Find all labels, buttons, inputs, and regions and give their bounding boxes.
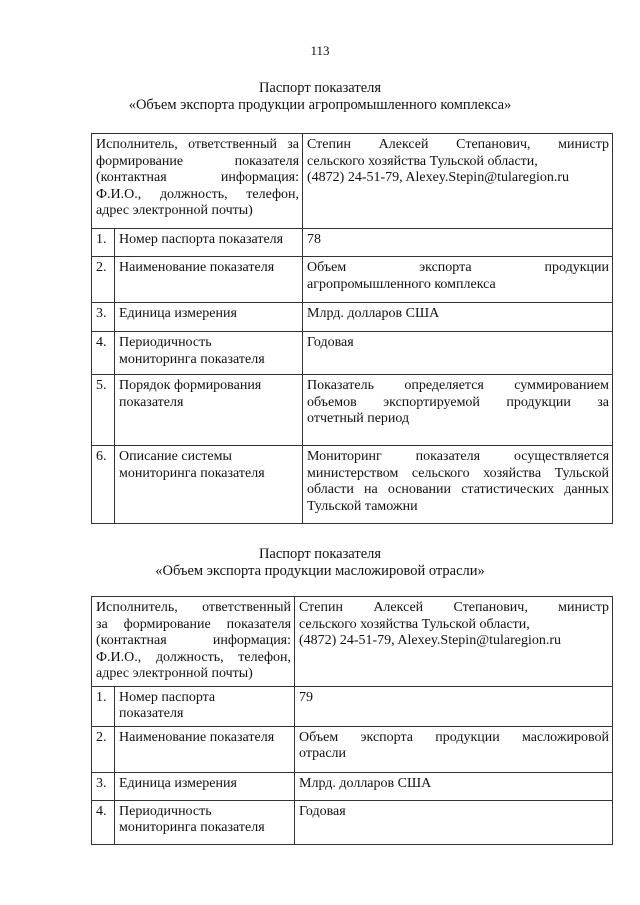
row-value-line: 78 [307, 232, 322, 247]
row-value-line: Годовая [307, 335, 354, 350]
executor-label-line: формирование показателя [96, 153, 300, 169]
row-value-cell [303, 332, 613, 375]
row-label-line: показателя [119, 706, 184, 721]
row-value-line: Млрд. долларов США [299, 775, 432, 791]
row-value-line: Млрд. долларов США [307, 306, 440, 321]
table-row [92, 303, 613, 332]
executor-value-line: Степин Алексей Степанович, министр [299, 600, 610, 615]
row-number: 3. [92, 772, 115, 800]
row-label-line: Периодичность [119, 335, 212, 350]
row-value-cell [303, 375, 613, 446]
executor-label-line: (контактная информация: [96, 633, 292, 648]
row-label-line: Наименование показателя [119, 260, 275, 275]
row-number: 4. [92, 800, 115, 844]
row-label-cell [115, 303, 303, 332]
row-value-line: Мониторинг показателя осуществляется [307, 449, 610, 464]
row-label-line: мониторинга показателя [119, 820, 265, 835]
executor-value-line: Степин Алексей Степанович, министр [307, 137, 610, 152]
row-label-line: показателя [119, 394, 184, 410]
passport-subtitle: «Объем экспорта продукции агропромышленного комплекса» [128, 97, 512, 113]
row-label-cell [115, 229, 303, 257]
row-number: 1. [92, 686, 115, 726]
row-label-cell [115, 375, 303, 446]
row-label-line: Номер паспорта [119, 689, 216, 705]
executor-label-line: Исполнитель, ответственный [96, 600, 292, 615]
executor-value-line: (4872) 24-51-79, Alexey.Stepin@tularegion.ru [299, 633, 562, 648]
table-row [92, 726, 613, 772]
row-label-line: мониторинга показателя [119, 465, 265, 481]
row-label-line: Периодичность [119, 803, 212, 819]
row-value-line: 79 [299, 689, 314, 705]
table-row [92, 800, 613, 844]
executor-label-line: адрес электронной почты) [96, 666, 253, 681]
row-label-line: мониторинга показателя [119, 351, 265, 367]
row-label-line: Описание системы [119, 449, 232, 464]
row-number: 6. [92, 446, 115, 524]
table-row [92, 257, 613, 303]
executor-value-line: сельского хозяйства Тульской области, [299, 616, 530, 632]
row-value-line: отчетный период [307, 411, 410, 426]
passport-subtitle: «Объем экспорта продукции масложировой отрасли» [155, 563, 485, 579]
row-label-line: Наименование показателя [119, 729, 275, 745]
table-row [92, 446, 613, 524]
row-value-line: Годовая [299, 803, 346, 819]
executor-label-line: адрес электронной почты) [96, 203, 253, 218]
row-value-line: Показатель определяется суммированием [307, 378, 610, 393]
passport-title: Паспорт показателя [258, 80, 382, 96]
row-number: 5. [92, 375, 115, 446]
executor-row [92, 134, 613, 229]
executor-value-line: (4872) 24-51-79, Alexey.Stepin@tularegion.ru [307, 170, 570, 185]
row-value-line: Объем экспорта продукции масложировой [299, 729, 610, 745]
row-label-cell [115, 726, 295, 772]
passport-table [91, 596, 613, 845]
executor-label-cell [92, 134, 303, 229]
row-label-line: Единица измерения [119, 306, 237, 321]
executor-label-line: Ф.И.О., должность, телефон, [96, 186, 300, 202]
row-label-cell [115, 332, 303, 375]
row-number: 3. [92, 303, 115, 332]
row-value-line: Объем экспорта продукции [307, 260, 610, 275]
row-value-cell [295, 772, 613, 800]
executor-row [92, 597, 613, 687]
row-label-line: Номер паспорта показателя [119, 232, 284, 247]
row-value-line: отрасли [299, 746, 347, 761]
row-value-cell [303, 257, 613, 303]
executor-label-line: за формирование показателя [96, 616, 292, 632]
table-row [92, 332, 613, 375]
page-number: 113 [310, 43, 330, 58]
row-value-cell [303, 229, 613, 257]
row-value-line: агропромышленного комплекса [307, 276, 496, 292]
passport-heading [0, 546, 640, 580]
table-row [92, 772, 613, 800]
passport-heading [0, 80, 640, 114]
row-value-cell [295, 726, 613, 772]
row-value-cell [303, 303, 613, 332]
executor-label-cell [92, 597, 295, 687]
row-value-cell [295, 800, 613, 844]
row-value-line: министерством сельского хозяйства Тульской [307, 465, 610, 481]
row-label-cell [115, 257, 303, 303]
table-row [92, 375, 613, 446]
row-label-cell [115, 772, 295, 800]
row-value-cell [303, 446, 613, 524]
executor-value-line: сельского хозяйства Тульской области, [307, 153, 538, 169]
row-label-cell [115, 446, 303, 524]
executor-label-line: Ф.И.О., должность, телефон, [96, 649, 292, 665]
row-value-cell [295, 686, 613, 726]
table-row [92, 686, 613, 726]
row-number: 2. [92, 726, 115, 772]
row-value-line: области на основании статистических данных [307, 482, 610, 497]
row-label-cell [115, 686, 295, 726]
passport-table [91, 133, 613, 524]
row-value-line: Тульской таможни [307, 498, 418, 514]
executor-value-cell [295, 597, 613, 687]
row-number: 4. [92, 332, 115, 375]
executor-label-line: (контактная информация: [96, 170, 300, 185]
passport-title: Паспорт показателя [258, 546, 382, 562]
row-label-cell [115, 800, 295, 844]
row-number: 1. [92, 229, 115, 257]
executor-value-cell [303, 134, 613, 229]
row-value-line: объемов экспортируемой продукции за [307, 394, 610, 410]
row-label-line: Единица измерения [119, 775, 237, 791]
row-number: 2. [92, 257, 115, 303]
executor-label-line: Исполнитель, ответственный за [96, 137, 300, 152]
table-row [92, 229, 613, 257]
row-label-line: Порядок формирования [119, 378, 262, 393]
